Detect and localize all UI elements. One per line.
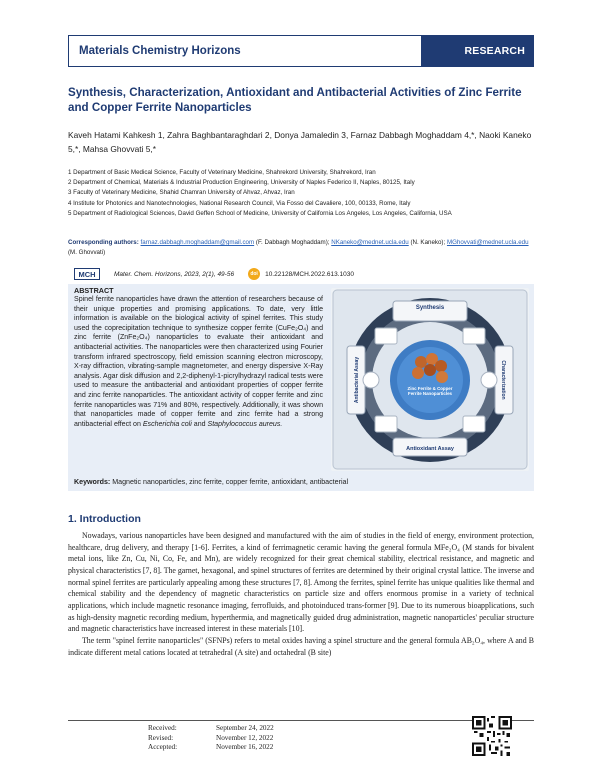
paragraph: The term "spinel ferrite nanoparticles" (SFNPs) refers to metal oxides having a spinel structure and the general formula AB₂O₄, where A and B indicate different metal cations located at tetrahedral (A site) and octahedral (B site) xyxy=(68,635,534,657)
citation-bar xyxy=(74,267,534,281)
section-heading: 1. Introduction xyxy=(68,513,141,525)
citation-reference: Mater. Chem. Horizons, 2023, 2(1), 49-56 xyxy=(114,270,235,278)
abstract-heading: ABSTRACT xyxy=(74,286,114,295)
email-link[interactable]: NKaneko@mednet.ucla.edu xyxy=(331,239,409,246)
accepted-date: November 16, 2022 xyxy=(216,743,274,752)
doi-icon: doi xyxy=(248,268,260,280)
species-name: Staphylococcus aureus. xyxy=(207,420,283,428)
received-date: September 24, 2022 xyxy=(216,724,274,732)
affiliation-item: 5 Department of Radiological Sciences, David Geffen School of Medicine, University of California Los Angeles, Los Angeles, California, USA xyxy=(68,209,452,217)
revised-date: November 12, 2022 xyxy=(216,733,274,742)
email-link[interactable]: farnaz.dabbagh.moghaddam@gmail.com xyxy=(140,239,255,246)
corresponding-authors xyxy=(68,238,534,258)
author-list: Kaveh Hatami Kahkesh 1, Zahra Baghbantaraghdari 2, Donya Jamaledin 3, Farnaz Dabbagh Moghaddam 4,*, Naoki Kaneko 5,*, Mahsa Ghovvati 5,* xyxy=(68,130,532,154)
paragraph: Nowadays, various nanoparticles have been designed and manufactured with the aim of studies in the field of energy, environment protection, healthcare, drug delivery, and therapy [1-6]. Ferrites, a kind of ferrimagnetic ceramic having the general formula MFe₂O₄ (M stands for bivalent metal ions, like Zn, Cu, Ni, Co, Fe, and Mn), are widely recognized for their great chemical stability, electrical resistance, and magnetic and physical characteristics [7, 8]. The garnet, hexagonal, and spinel structures of ferrites are determined by their original crystal lattice. The inverse and normal spinel ferrites are particularly appealing among these structures [7, 8]. Among the ferrites, spinel ferrite has unique qualities like thermal and chemical stability and the dependency of magnetic characteristics on particle size and offers enormous promise in a variety of technical applications, which include magnetic resonance imaging, ferrofluids, and photoinduced trans-former [9]. Due to its numerous bioapplications, such as high-density magnetic recording medium, hyperthermia, and magnetically guided drug administration, magnetic nanoparticles' peculiar structure and magnetic characteristics have increased interest in these materials [10]. xyxy=(68,531,534,634)
article-type-badge: RESEARCH xyxy=(421,36,533,66)
ga-label-top: Synthesis xyxy=(415,305,445,311)
author-name: (F. Dabbagh Moghaddam); xyxy=(255,239,330,246)
keywords-list: Magnetic nanoparticles, zinc ferrite, copper ferrite, antioxidant, antibacterial xyxy=(112,478,349,486)
affiliation-item: 1 Department of Basic Medical Science, Faculty of Veterinary Medicine, Shahrekord University, Shahrekord, Iran xyxy=(68,169,376,176)
graphical-abstract-figure xyxy=(331,288,529,471)
qr-code-icon[interactable] xyxy=(472,716,512,756)
affiliation-item: 4 Institute for Photonics and Nanotechnologies, National Research Council, Via Fosso del Cavaliere, 100, 00133, Rome, Italy xyxy=(68,199,411,207)
email-link[interactable]: MGhovvati@mednet.ucla.edu xyxy=(446,239,529,246)
ga-label-bottom: Antioxidant Assay xyxy=(406,446,454,452)
species-name: Escherichia coli xyxy=(142,420,192,428)
affiliation-item: 2 Department of Chemical, Materials & Industrial Production Engineering, University of Naples Federico II, Naples, 80125, Italy xyxy=(68,179,415,187)
abstract-text: Spinel ferrite nanoparticles have drawn the attention of researchers because of their unique properties and promising applications. To date, very little information is available on the biological activity of spinel ferrites. This study used the coprecipitation technique to synthesize copper ferrite (CuFe₂O₄) and zinc ferrite (ZnFe₂O₄) nanoparticles to evaluate their antioxidant and antibacterial activities. The nanoparticles were then characterized using Fourier transform infrared spectroscopy, field emission scanning electron microscopy, X-ray diffraction, vibrating-sample magnetometer, and energy dispersive X-Ray analysis. Agar disk diffusion and 2,2-diphenyl-1-picrylhydrazyl radical tests were used to measure the antibacterial and antioxidant properties of copper ferrite and zinc ferrite nanoparticles. The antioxidant activity of copper ferrite and zinc ferrite nanoparticles was 71% and 80%, respectively. Additionally, it was shown that nanoparticles made of copper ferrite and zinc ferrite had a strong antibacterial effect on Escherichia coli and Staphylococcus aureus. xyxy=(74,296,323,428)
date-label: Received: xyxy=(148,724,177,732)
ga-label-left: Antibacterial Assay xyxy=(354,356,360,404)
date-label: Revised: xyxy=(148,733,174,742)
journal-name[interactable]: Materials Chemistry Horizons xyxy=(79,45,241,57)
article-title: Synthesis, Characterization, Antioxidant and Antibacterial Activities of Zinc Ferrite and Copper Ferrite Nanoparticles xyxy=(68,86,522,114)
keywords xyxy=(74,478,528,486)
affiliation-item: 3 Faculty of Veterinary Medicine, Shahid Chamran University of Ahvaz, Ahvaz, Iran xyxy=(68,189,295,197)
author-name: (N. Kaneko); xyxy=(410,239,446,246)
doi-link[interactable]: 10.22128/MCH.2022.613.1030 xyxy=(265,270,354,278)
article-dates xyxy=(148,724,274,753)
keywords-label: Keywords: xyxy=(74,478,111,486)
graphical-abstract xyxy=(331,288,529,471)
ga-label-center: Zinc Ferrite & Copper Ferrite Nanoparticles xyxy=(407,386,453,397)
author-name: (M. Ghovvati) xyxy=(68,249,106,256)
ga-label-right: Characterization xyxy=(500,360,506,400)
date-label: Accepted: xyxy=(148,743,178,752)
affiliations xyxy=(68,168,534,219)
abstract-box xyxy=(68,284,534,491)
body-text xyxy=(68,530,534,658)
footer-divider xyxy=(68,720,534,721)
corresponding-label: Corresponding authors: xyxy=(68,239,139,246)
journal-header xyxy=(68,35,534,67)
journal-logo: MCH xyxy=(74,268,100,280)
